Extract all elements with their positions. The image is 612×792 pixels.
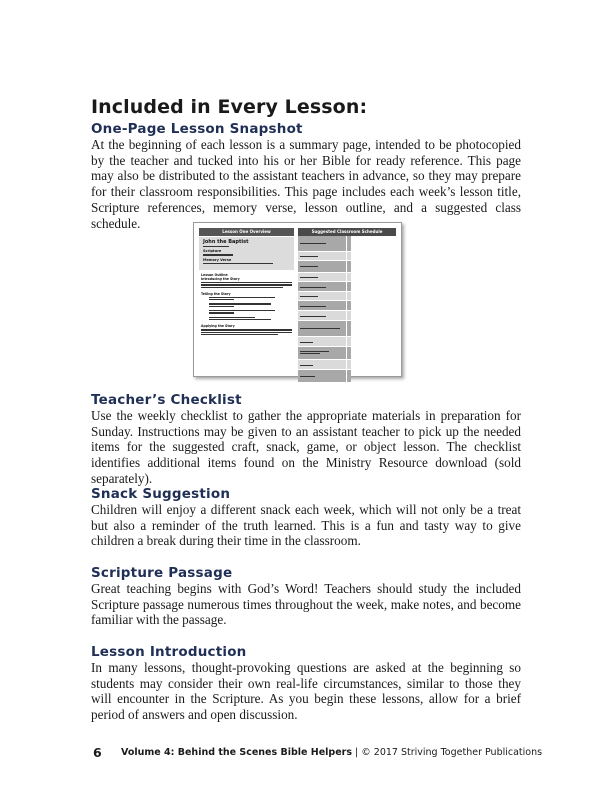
lesson-overview-header: Lesson One Overview	[199, 228, 294, 236]
classroom-schedule-panel	[298, 228, 396, 371]
snapshot-lesson-title: John the Baptist	[203, 239, 249, 245]
section-body-lesson-snapshot: At the beginning of each lesson is a summary page, intended to be photocopied by the teacher and tucked into his or her Bible for ready reference. This page may also be distributed to the assistant teachers in advance, so they may prepare for their classroom responsibilities. This page includes each week’s lesson title, Scripture references, memory verse, lesson outline, and a suggested class schedule.	[91, 137, 521, 231]
section-body-scripture-passage: Great teaching begins with God’s Word! Teachers should study the included Scripture passage numerous times throughout the week, make notes, and become familiar with the passage.	[91, 581, 521, 628]
page-number: 6	[93, 745, 102, 760]
section-heading-scripture-passage: Scripture Passage	[91, 565, 233, 581]
footer-separator: |	[352, 747, 362, 758]
lesson-overview-panel	[199, 228, 294, 368]
snapshot-telling-label: Telling the Story	[201, 291, 231, 296]
footer-copyright: © 2017 Striving Together Publications	[361, 747, 543, 758]
section-body-teachers-checklist: Use the weekly checklist to gather the appropriate materials in preparation for Sunday. Instructions may be given to an assistant teacher to pick up the needed items for the suggested craft, snack, game, or object lesson. The checklist identifies additional items found on the Ministry Resource download (sold separately).	[91, 408, 521, 486]
section-heading-lesson-introduction: Lesson Introduction	[91, 644, 247, 660]
section-heading-snack-suggestion: Snack Suggestion	[91, 486, 231, 502]
section-body-lesson-introduction: In many lessons, thought-provoking questions are asked at the beginning so students may consider their own real-life circumstances, similar to those they will encounter in the Scripture. As you begin these lessons, allow for a brief period of answers and open discussion.	[91, 660, 521, 723]
section-heading-lesson-snapshot: One-Page Lesson Snapshot	[91, 121, 303, 137]
footer-volume-title: Volume 4: Behind the Scenes Bible Helpers	[121, 747, 352, 758]
section-heading-teachers-checklist: Teacher’s Checklist	[91, 392, 242, 408]
snapshot-scripture-label: Scripture	[203, 249, 222, 254]
section-body-snack-suggestion: Children will enjoy a different snack each week, which will not only be a treat but also a reminder of the truth learned. This is a fun and tasty way to give children a break during their time in the classroom.	[91, 502, 521, 549]
snapshot-memory-verse-label: Memory Verse	[203, 257, 232, 262]
snapshot-applying-label: Applying the Story	[201, 324, 235, 329]
classroom-schedule-header: Suggested Classroom Schedule	[298, 228, 396, 236]
lesson-snapshot-image	[193, 222, 402, 377]
snapshot-introducing-label: Introducing the Story	[201, 277, 240, 281]
snapshot-outline-label: Lesson Outline	[201, 273, 228, 277]
lesson-title-box	[199, 237, 294, 270]
page-main-heading: Included in Every Lesson:	[91, 96, 368, 118]
